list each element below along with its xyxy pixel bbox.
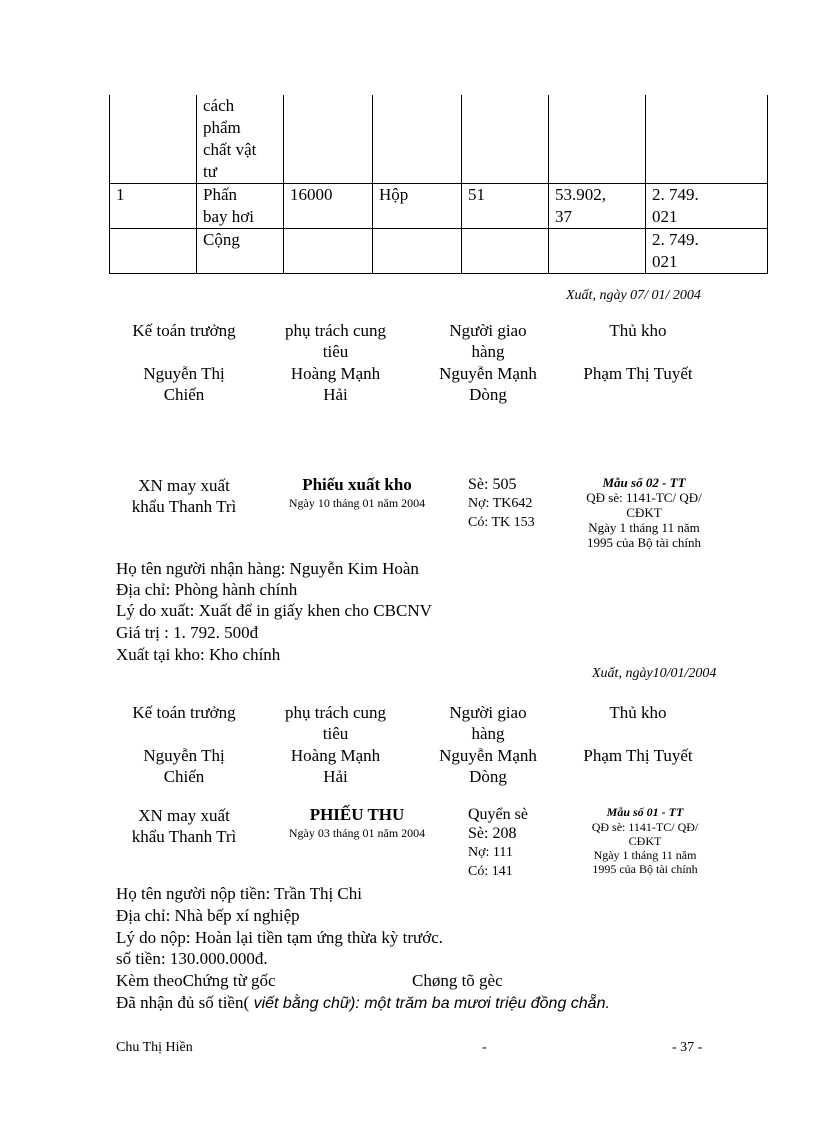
received-prefix: Đã nhận đủ số tiền( [116,993,250,1012]
debit-account: Nợ: TK642 [468,496,533,511]
received-line [116,992,610,1014]
slip-date: Ngày 03 tháng 01 năm 2004 [288,826,426,840]
signature-role: Người giao hàng [449,321,527,361]
table-cell [284,95,373,184]
form-info [568,475,720,550]
reason-line: Lý do nộp: Hoàn lại tiền tạm ứng thừa kỳ trước. [116,928,443,947]
table-cell [462,95,549,184]
signature-name: Phạm Thị Tuyết [583,364,693,383]
table-cell [373,229,462,274]
table-cell: 16000 [284,184,373,229]
amount-line: số tiền: 130.000.000đ. [116,949,268,968]
address-line: Địa chỉ: Nhà bếp xí nghiệp [116,906,300,925]
table-cell [549,95,646,184]
address-line: Địa chỉ: Phòng hành chính [116,580,298,599]
table-cell [549,229,646,274]
attachment-label: Kèm theoChứng từ gốc [116,971,276,990]
signature-role: Người giao hàng [449,703,527,743]
signature-role: Kế toán trưởng [132,321,236,340]
slip-number: Sè: 505 [468,476,517,493]
signature-role: phụ trách cung tiêu [284,703,387,743]
table-cell: Hộp [373,184,462,229]
company-name: XN may xuất khẩu Thanh Trì [131,806,237,846]
form-info [570,805,720,876]
issue-date: Xuất, ngày 07/ 01/ 2004 [566,288,701,303]
credit-account: Có: TK 153 [468,515,535,530]
footer-author: Chu Thị Hiền [116,1040,193,1055]
signature-name: Hoàng Mạnh Hải [290,746,381,786]
slip-title: Phiếu xuất kho [302,475,412,494]
warehouse-line: Xuất tại kho: Kho chính [116,645,281,664]
table-cell: 53.902, 37 [549,184,646,229]
table-cell [462,229,549,274]
signature-name: Hoàng Mạnh Hải [290,364,381,404]
goods-table [109,95,768,274]
table-cell: 2. 749. 021 [646,184,768,229]
signature-name: Nguyễn Mạnh Dòng [439,746,537,786]
signature-name: Phạm Thị Tuyết [583,746,693,765]
debit-account: Nợ: 111 [468,845,513,860]
signature-role: Kế toán trưởng [132,703,236,722]
slip-header [262,805,452,841]
slip-accounts [468,475,535,532]
table-cell [373,95,462,184]
table-cell: 1 [110,184,197,229]
table-cell [110,95,197,184]
receipt-book: Quyển sè [468,806,528,823]
signature-name: Nguyễn Mạnh Dòng [439,364,537,404]
signature-name: Nguyễn Thị Chiến [143,746,225,786]
reason-line: Lý do xuất: Xuất để in giấy khen cho CBCNV [116,601,432,620]
signature-name: Nguyễn Thị Chiến [143,364,225,404]
receiver-line: Họ tên người nhận hàng: Nguyễn Kim Hoàn [116,559,419,578]
slip-header [262,475,452,511]
payer-line: Họ tên người nộp tiền: Trần Thị Chi [116,884,362,903]
footer-dash: - [482,1040,487,1055]
table-cell: Cộng [197,229,284,274]
signature-role: Thủ kho [609,703,667,722]
slip-date: Ngày 10 tháng 01 năm 2004 [288,496,426,510]
table-cell: cách phẩm chất vật tư [197,95,284,184]
table-cell [646,95,768,184]
attachment-value: Chøng tõ gèc [412,971,503,990]
page-number: - 37 - [672,1040,703,1055]
slip-accounts [468,805,528,881]
table-row [110,229,768,274]
signature-role: Thủ kho [609,321,667,340]
received-text: viết bằng chữ): một trăm ba mươi triệu đồng chẵn. [249,995,610,1012]
table-cell: Phấn bay hơi [197,184,284,229]
signature-role: phụ trách cung tiêu [284,321,387,361]
table-cell [284,229,373,274]
slip-title: PHIẾU THU [309,805,405,824]
form-number: Mẫu số 01 - TT [606,805,684,819]
table-cell [110,229,197,274]
table-row [110,95,768,184]
credit-account: Có: 141 [468,864,513,879]
form-number: Mẫu số 02 - TT [602,475,686,490]
table-cell: 2. 749. 021 [646,229,768,274]
form-decision: QĐ sè: 1141-TC/ QĐ/ CĐKT Ngày 1 tháng 11 năm 1995 của Bộ tài chính [586,490,702,550]
slip-number: Sè: 208 [468,825,517,842]
form-decision: QĐ sè: 1141-TC/ QĐ/ CĐKT Ngày 1 tháng 11 năm 1995 của Bộ tài chính [591,820,699,876]
table-cell: 51 [462,184,549,229]
company-name: XN may xuất khẩu Thanh Trì [131,476,237,516]
value-line: Giá trị : 1. 792. 500đ [116,623,259,642]
table-row [110,184,768,229]
issue-date: Xuất, ngày10/01/2004 [592,666,717,681]
